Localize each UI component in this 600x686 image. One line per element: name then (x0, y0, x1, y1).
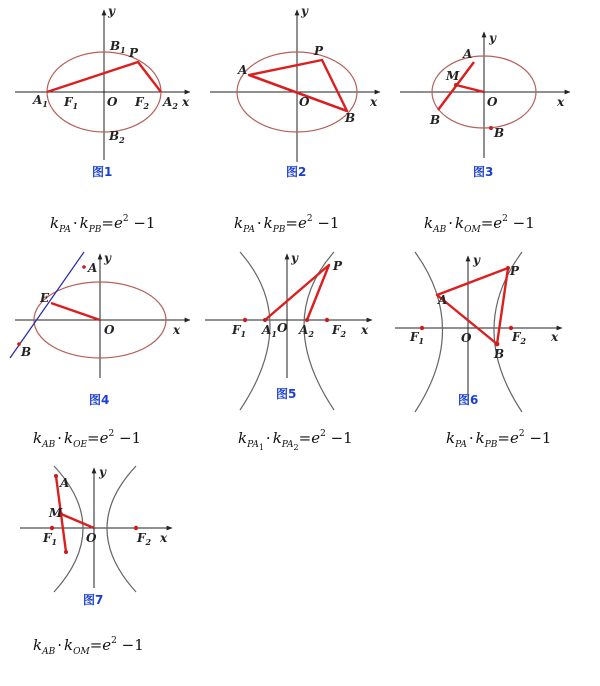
point-m (454, 83, 458, 87)
label-a: A (463, 47, 473, 61)
label-f2: $F_2$ (332, 323, 347, 339)
point-b (495, 342, 500, 347)
label-a: A (60, 476, 70, 490)
figure-6 (395, 252, 562, 412)
segment-oe (51, 303, 100, 320)
point-b-opposite (489, 126, 493, 130)
label-a: A (438, 293, 448, 307)
point-f1 (243, 318, 247, 322)
label-f2: $F_2$ (137, 531, 152, 547)
point-a (54, 474, 58, 478)
label-a2: $A_2$ (163, 95, 178, 111)
segment-om (456, 85, 484, 92)
label-f1: $F_1$ (64, 95, 79, 111)
label-o: O (277, 321, 288, 335)
figure-3 (400, 31, 570, 179)
label-a1: $A_1$ (262, 323, 277, 339)
label-x: x (173, 323, 181, 337)
label-b: B (21, 345, 32, 359)
label-o: O (86, 531, 97, 545)
label-o: O (487, 95, 498, 109)
point-a2 (305, 318, 309, 322)
point-f1 (420, 326, 424, 330)
label-a: A (238, 63, 248, 77)
point-a1 (263, 318, 267, 322)
label-b2: $B_2$ (109, 129, 125, 145)
point-a (82, 265, 86, 269)
segment-om (61, 514, 94, 528)
caption-figure-4: 图4 (89, 393, 110, 407)
label-p: P (314, 44, 324, 58)
label-o: O (461, 331, 472, 345)
label-x: x (557, 95, 565, 109)
figure-7 (20, 465, 172, 607)
label-y: y (301, 4, 308, 18)
label-p: P (129, 46, 139, 60)
caption-figure-7: 图7 (83, 593, 104, 607)
label-a1: $A_1$ (33, 93, 48, 109)
label-o: O (299, 95, 310, 109)
triangle-pab (437, 268, 508, 344)
label-m: M (446, 69, 460, 83)
label-f1: $F_1$ (232, 323, 247, 339)
point-b (64, 550, 68, 554)
formula-figure-4: $k_{AB} \cdot k_{OE}=e^2 -1$ (33, 429, 142, 450)
hyperbola-right-branch (107, 466, 136, 592)
segments-pa1-pa2 (265, 265, 329, 320)
label-p: P (510, 264, 520, 278)
point-f2 (134, 526, 138, 530)
label-x: x (551, 330, 559, 344)
label-x: x (182, 95, 190, 109)
label-a2: $A_2$ (299, 323, 314, 339)
label-y: y (108, 4, 115, 18)
label-f1: $F_1$ (43, 531, 58, 547)
caption-figure-3: 图3 (473, 165, 494, 179)
label-b: B (494, 347, 505, 361)
label-e: E (40, 291, 50, 305)
label-b: B (345, 111, 356, 125)
label-y: y (291, 251, 298, 265)
formula-row-3 (33, 636, 144, 657)
caption-figure-5: 图5 (276, 387, 297, 401)
label-y: y (104, 251, 111, 265)
formula-figure-2: $k_{PA} \cdot k_{PB}=e^2 -1$ (234, 214, 340, 235)
figure-1 (15, 4, 190, 179)
caption-figure-2: 图2 (286, 165, 307, 179)
figure-2 (210, 4, 380, 179)
label-f1: $F_1$ (410, 330, 425, 346)
formula-figure-7: $k_{AB} \cdot k_{OM}=e^2 -1$ (33, 636, 144, 657)
point-f1 (50, 526, 54, 530)
formula-figure-1: $k_{PA} \cdot k_{PB}=e^2 -1$ (50, 214, 156, 235)
label-m: M (49, 506, 63, 520)
figure-4 (10, 251, 190, 407)
label-o: O (104, 323, 115, 337)
label-b-opposite: B (494, 126, 505, 140)
label-y: y (99, 465, 106, 479)
label-y: y (489, 31, 496, 45)
label-x: x (361, 323, 369, 337)
formula-figure-5: $k_{PA1}\cdot k_{PA2}=e^2 -1$ (238, 429, 353, 452)
label-x: x (370, 95, 378, 109)
label-f2: $F_2$ (135, 95, 150, 111)
formula-figure-3: $k_{AB} \cdot k_{OM}=e^2 -1$ (424, 214, 535, 235)
hyperbola-left-branch (415, 252, 443, 412)
label-a: A (88, 261, 98, 275)
label-o: O (107, 95, 118, 109)
label-x: x (160, 531, 168, 545)
label-p: P (333, 259, 343, 273)
label-b: B (430, 113, 441, 127)
label-y: y (473, 253, 480, 267)
formula-figure-6: $k_{PA} \cdot k_{PB}=e^2 -1$ (446, 429, 552, 450)
label-f2: $F_2$ (512, 330, 527, 346)
formula-row-2 (33, 429, 551, 452)
formula-row-1 (50, 214, 535, 235)
point-f2 (325, 318, 329, 322)
triangle-pab (249, 60, 347, 111)
figure-5 (205, 251, 372, 410)
caption-figure-1: 图1 (92, 165, 113, 179)
label-b1: $B_1$ (110, 39, 126, 55)
caption-figure-6: 图6 (458, 393, 479, 407)
